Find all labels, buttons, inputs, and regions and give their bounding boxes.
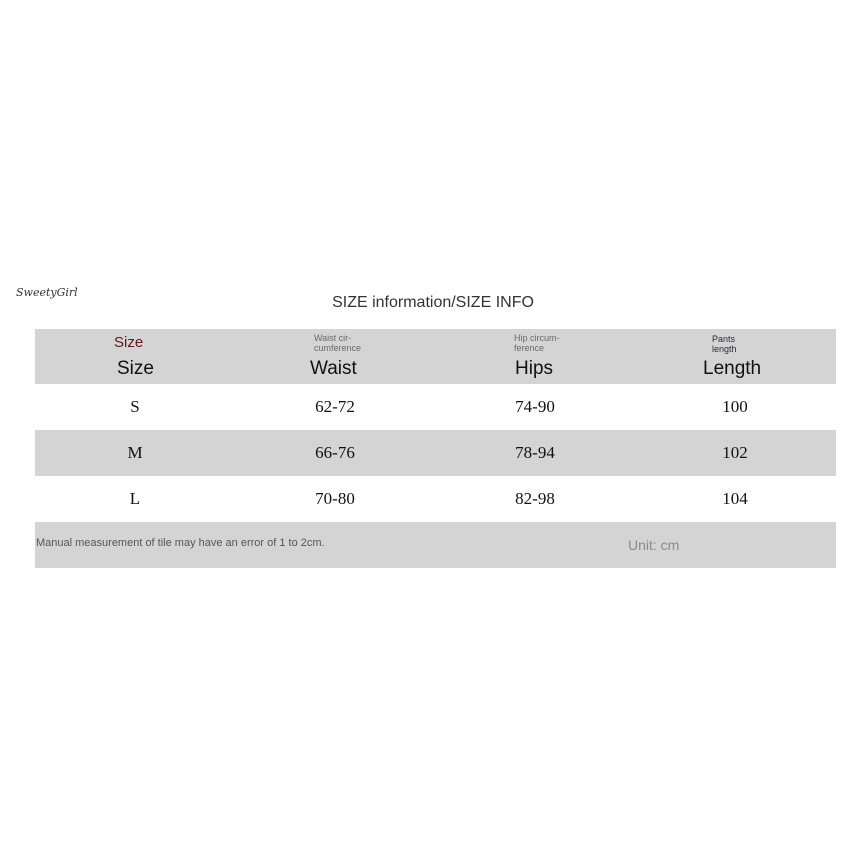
header-waist-label: Waist	[310, 358, 357, 379]
header-hips-small-label: Hip circum- ference	[514, 333, 560, 353]
table-row	[35, 476, 836, 522]
header-length-label: Length	[703, 358, 762, 379]
measurement-note: Manual measurement of tile may have an error of 1 to 2cm.	[36, 537, 325, 549]
header-cell-size	[35, 329, 235, 384]
waist-value: 66-76	[315, 443, 355, 462]
header-cell-waist	[235, 329, 435, 384]
header-cell-length	[635, 329, 835, 384]
size-value: S	[130, 397, 140, 416]
length-value: 102	[722, 443, 748, 462]
waist-value: 70-80	[315, 489, 355, 508]
length-value: 100	[722, 397, 748, 416]
length-value: 104	[722, 489, 748, 508]
header-cell-hips	[435, 329, 635, 384]
header-size-label: Size	[117, 358, 154, 379]
hips-value: 74-90	[515, 397, 555, 416]
size-value: M	[127, 443, 143, 462]
header-hips-label: Hips	[515, 358, 554, 379]
header-size-small-label: Size	[114, 334, 144, 351]
size-value: L	[129, 489, 141, 508]
unit-label: Unit: cm	[628, 537, 680, 553]
waist-value: 62-72	[315, 397, 355, 416]
table-footer	[35, 522, 836, 568]
table-row	[35, 430, 836, 476]
brand-logo: SweetyGirl	[16, 286, 78, 299]
page-title: SIZE information/SIZE INFO	[332, 294, 534, 311]
hips-value: 78-94	[515, 443, 555, 462]
header-waist-small-label: Waist cir- cumference	[314, 333, 362, 353]
size-table	[35, 329, 836, 568]
header-length-small-label: Pants length	[712, 334, 737, 354]
table-row	[35, 384, 836, 430]
table-header	[35, 329, 836, 384]
hips-value: 82-98	[515, 489, 555, 508]
